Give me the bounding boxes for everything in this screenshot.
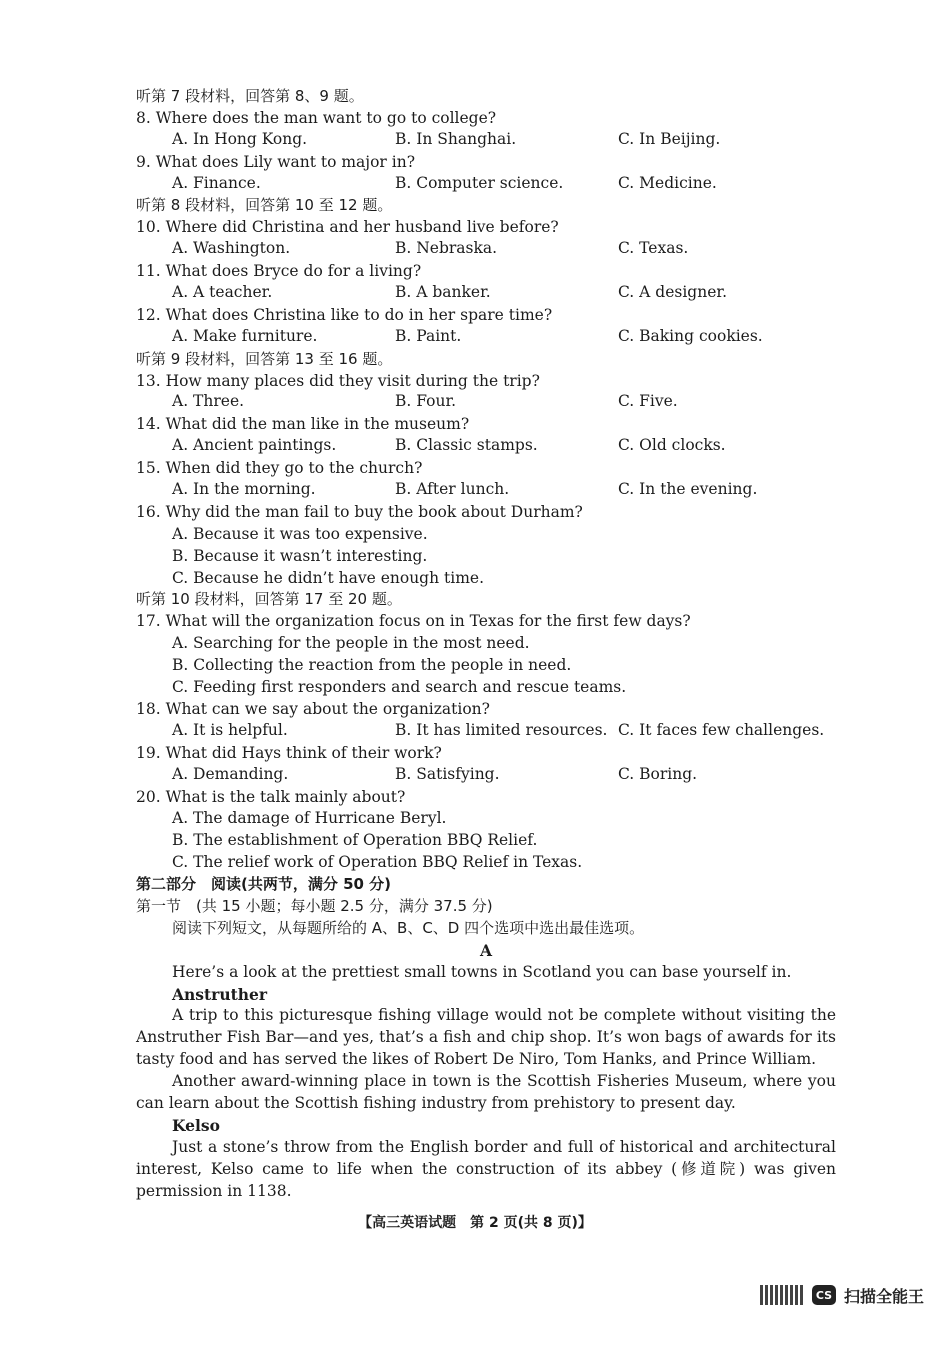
option-c: C. Medicine. bbox=[618, 173, 717, 192]
question-stem: 10. Where did Christina and her husband live before? bbox=[136, 218, 559, 237]
option-b: B. Collecting the reaction from the people in need. bbox=[172, 656, 572, 675]
option-a: A. Searching for the people in the most need. bbox=[172, 634, 530, 653]
option-a: A. It is helpful. bbox=[172, 720, 288, 739]
option-c: C. Five. bbox=[618, 392, 678, 411]
option-b: B. Four. bbox=[395, 392, 457, 411]
paragraph-line: Just a stone’s throw from the English border and full of historical and architectural bbox=[172, 1137, 836, 1156]
question-options bbox=[136, 721, 836, 743]
heading-kelso: Kelso bbox=[172, 1115, 220, 1135]
option-b: B. A banker. bbox=[395, 283, 491, 302]
paragraph-line: interest, Kelso came to life when the construction of its abbey (修道院) was given bbox=[136, 1159, 836, 1178]
question-options bbox=[136, 283, 836, 305]
option-a: A. In the morning. bbox=[172, 480, 316, 499]
option-c: C. Feeding first responders and search and rescue teams. bbox=[172, 678, 627, 697]
option-b: B. Because it wasn’t interesting. bbox=[172, 546, 428, 565]
question-stem: 17. What will the organization focus on in Texas for the first few days? bbox=[136, 612, 691, 631]
option-a: A. A teacher. bbox=[172, 283, 273, 302]
reading-instruction: 阅读下列短文，从每题所给的 A、B、C、D 四个选项中选出最佳选项。 bbox=[172, 918, 645, 937]
option-a: A. Washington. bbox=[172, 239, 291, 258]
option-a: A. Because it was too expensive. bbox=[172, 524, 428, 543]
option-c: C. A designer. bbox=[618, 283, 727, 302]
option-b: B. Classic stamps. bbox=[395, 436, 538, 455]
option-b: B. After lunch. bbox=[395, 480, 510, 499]
section-one-heading: 第一节 (共 15 小题；每小题 2.5 分，满分 37.5 分) bbox=[136, 896, 493, 915]
option-b: B. The establishment of Operation BBQ Relief. bbox=[172, 831, 538, 850]
section-header-8: 听第 8 段材料，回答第 10 至 12 题。 bbox=[136, 196, 393, 215]
option-a: A. The damage of Hurricane Beryl. bbox=[172, 809, 447, 828]
part-two-heading: 第二部分 阅读(共两节，满分 50 分) bbox=[136, 875, 392, 894]
question-options bbox=[136, 436, 836, 458]
question-options bbox=[136, 239, 836, 261]
question-options bbox=[136, 392, 836, 414]
option-c: C. In Beijing. bbox=[618, 129, 721, 148]
paragraph-line: can learn about the Scottish fishing industry from prehistory to present day. bbox=[136, 1093, 736, 1112]
paragraph-museum bbox=[136, 1071, 836, 1115]
heading-anstruther: Anstruther bbox=[172, 984, 268, 1004]
question-options bbox=[136, 327, 836, 349]
section-header-7: 听第 7 段材料，回答第 8、9 题。 bbox=[136, 87, 364, 105]
page-content bbox=[136, 86, 836, 1202]
option-b: B. Nebraska. bbox=[395, 239, 498, 258]
paragraph-line: Another award-winning place in town is the Scottish Fisheries Museum, where you bbox=[172, 1072, 836, 1091]
question-options bbox=[136, 174, 836, 196]
option-c: C. It faces few challenges. bbox=[618, 720, 825, 739]
section-header-10: 听第 10 段材料，回答第 17 至 20 题。 bbox=[136, 590, 402, 609]
question-stem: 13. How many places did they visit during the trip? bbox=[136, 371, 540, 390]
option-c: C. The relief work of Operation BBQ Relief in Texas. bbox=[172, 853, 583, 872]
option-b: B. In Shanghai. bbox=[395, 129, 517, 148]
question-stem: 20. What is the talk mainly about? bbox=[136, 787, 406, 806]
question-stem: 14. What did the man like in the museum? bbox=[136, 415, 470, 434]
page-footer: 【高三英语试题 第 2 页(共 8 页)】 bbox=[358, 1215, 592, 1231]
scanner-watermark bbox=[760, 1282, 924, 1308]
passage-letter: A bbox=[479, 940, 493, 960]
option-c: C. In the evening. bbox=[618, 480, 758, 499]
question-stem: 16. Why did the man fail to buy the book about Durham? bbox=[136, 502, 583, 521]
option-a: A. Ancient paintings. bbox=[172, 436, 337, 455]
cs-logo-icon: CS bbox=[812, 1285, 836, 1305]
passage-intro: Here’s a look at the prettiest small towns in Scotland you can base yourself in. bbox=[172, 962, 792, 981]
question-options bbox=[136, 480, 836, 502]
option-c: C. Boring. bbox=[618, 764, 698, 783]
option-a: A. Finance. bbox=[172, 173, 261, 192]
paragraph-anstruther bbox=[136, 1005, 836, 1071]
option-b: B. Computer science. bbox=[395, 173, 564, 192]
option-b: B. Satisfying. bbox=[395, 764, 500, 783]
paragraph-line: tasty food and has served the likes of Robert De Niro, Tom Hanks, and Prince William. bbox=[136, 1050, 817, 1069]
option-a: A. In Hong Kong. bbox=[172, 129, 308, 148]
paragraph-line: Anstruther Fish Bar—and yes, that’s a fish and chip shop. It’s won bags of awards for its bbox=[136, 1028, 836, 1047]
option-c: C. Texas. bbox=[618, 239, 689, 258]
option-c: C. Because he didn’t have enough time. bbox=[172, 568, 484, 587]
option-a: A. Three. bbox=[172, 392, 245, 411]
paragraph-line: permission in 1138. bbox=[136, 1181, 292, 1200]
question-options bbox=[136, 130, 836, 152]
question-stem: 18. What can we say about the organization? bbox=[136, 699, 490, 718]
section-header-9: 听第 9 段材料，回答第 13 至 16 题。 bbox=[136, 349, 393, 368]
scanner-app-name: 扫描全能王 bbox=[844, 1286, 925, 1306]
paragraph-line: A trip to this picturesque fishing village would not be complete without visiting the bbox=[172, 1006, 836, 1025]
question-stem: 12. What does Christina like to do in her spare time? bbox=[136, 305, 553, 324]
qr-code-icon bbox=[760, 1285, 804, 1305]
paragraph-kelso bbox=[136, 1137, 836, 1203]
question-stem: 9. What does Lily want to major in? bbox=[136, 152, 416, 171]
question-options bbox=[136, 765, 836, 787]
question-stem: 11. What does Bryce do for a living? bbox=[136, 262, 422, 281]
option-a: A. Demanding. bbox=[172, 764, 289, 783]
option-b: B. Paint. bbox=[395, 326, 462, 345]
question-stem: 15. When did they go to the church? bbox=[136, 459, 423, 478]
option-b: B. It has limited resources. bbox=[395, 720, 608, 739]
question-stem: 8. Where does the man want to go to college? bbox=[136, 108, 497, 127]
option-a: A. Make furniture. bbox=[172, 326, 318, 345]
option-c: C. Baking cookies. bbox=[618, 326, 763, 345]
question-stem: 19. What did Hays think of their work? bbox=[136, 743, 442, 762]
option-c: C. Old clocks. bbox=[618, 436, 726, 455]
